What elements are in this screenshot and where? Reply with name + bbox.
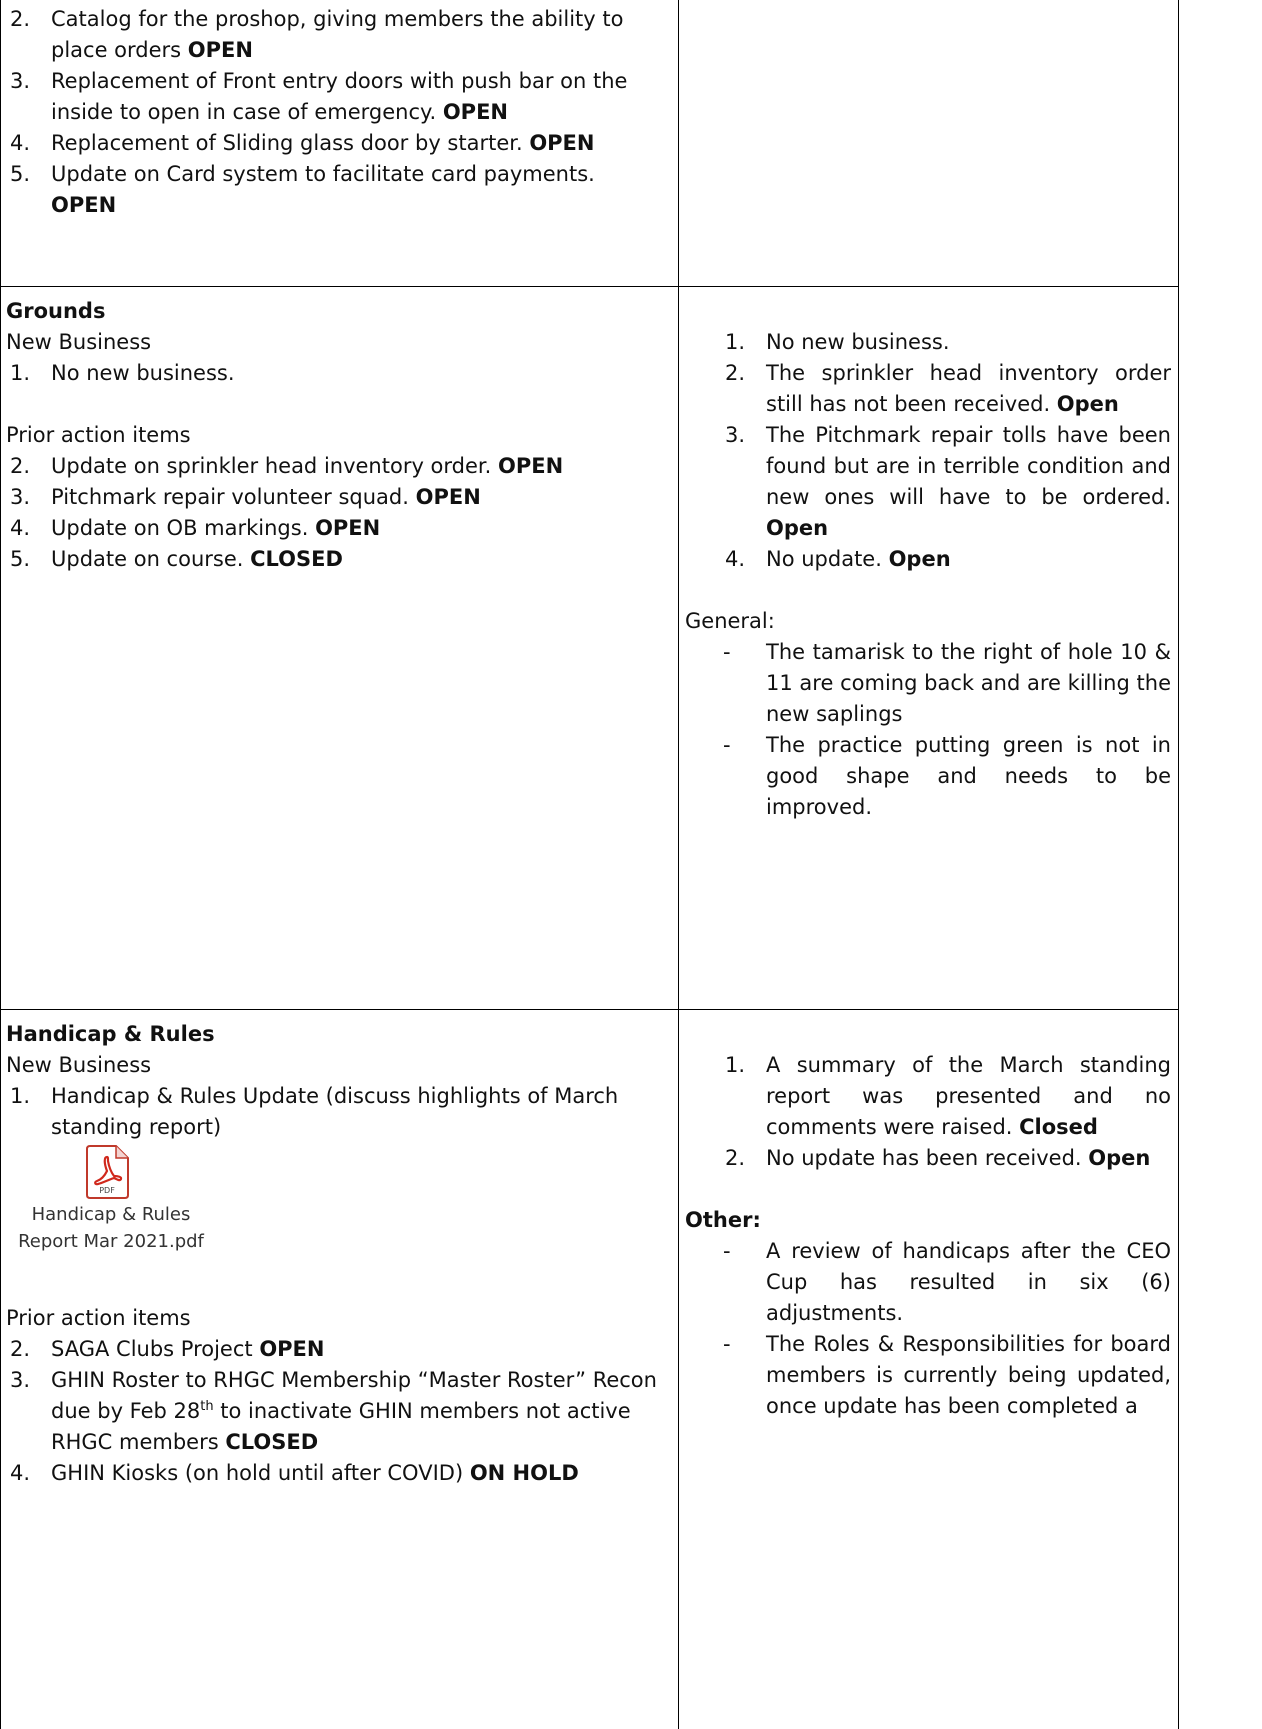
row-divider-grounds (0, 1009, 1179, 1010)
list-item: 2. The sprinkler head inventory order still has not been received. Open (725, 361, 1171, 416)
list-item: 3. Replacement of Front entry doors with push bar on the inside to open in case of emergency. OPEN (10, 69, 628, 124)
row-divider-top (0, 286, 1179, 287)
list-item: 3. GHIN Roster to RHGC Membership “Master Roster” Recon due by Feb 28th to inactivate GHIN members not active RHGC members CLOSED (10, 1368, 657, 1454)
list-item: 2. No update has been received. Open (725, 1146, 1151, 1170)
list-item: 2. Catalog for the proshop, giving members the ability to place orders OPEN (10, 7, 624, 62)
general-label: General: (685, 609, 775, 633)
status-badge: OPEN (415, 485, 481, 509)
bullet-item: - The practice putting green is not in good shape and needs to be improved. (723, 733, 1171, 819)
bullet-item: - A review of handicaps after the CEO Cup has resulted in six (6) adjustments. (723, 1239, 1171, 1325)
status-badge: OPEN (259, 1337, 325, 1361)
pdf-attachment[interactable] (6, 1143, 666, 1303)
pdf-filename[interactable]: Handicap & Rules Report Mar 2021.pdf (18, 1204, 204, 1252)
list-item: 3. The Pitchmark repair tolls have been found but are in terrible condition and new ones will have to be ordered. Open (725, 423, 1171, 540)
section-heading: Handicap & Rules (6, 1022, 215, 1046)
status-badge: OPEN (497, 454, 564, 478)
bullet-item: - The tamarisk to the right of hole 10 & 11 are coming back and are killing the new saplings (723, 640, 1171, 726)
handicap-left-cell (0, 1013, 678, 1729)
prior-items-label: Prior action items (6, 1306, 191, 1330)
status-badge: Open (1056, 392, 1119, 416)
list-item: 5. Update on Card system to facilitate card payments. OPEN (10, 162, 595, 217)
section-heading: Grounds (6, 299, 106, 323)
list-item: 4. Update on OB markings. OPEN (10, 516, 381, 540)
list-item: 3. Pitchmark repair volunteer squad. OPEN (10, 485, 481, 509)
list-item: 1. No new business. (725, 330, 950, 354)
list-item: 2. SAGA Clubs Project OPEN (10, 1337, 325, 1361)
prior-items-label: Prior action items (6, 423, 191, 447)
status-badge: Closed (1019, 1115, 1098, 1139)
list-item: 5. Update on course. CLOSED (10, 547, 343, 571)
status-badge: OPEN (51, 193, 117, 217)
status-badge: Open (1088, 1146, 1151, 1170)
new-business-label: New Business (6, 330, 152, 354)
grounds-left-cell (0, 290, 678, 1008)
status-badge: OPEN (315, 516, 381, 540)
top-right-cell (679, 0, 1179, 286)
list-item: 4. Replacement of Sliding glass door by starter. OPEN (10, 131, 595, 155)
list-item: 1. A summary of the March standing report was presented and no comments were raised. Closed (725, 1053, 1171, 1139)
status-badge: CLOSED (250, 547, 343, 571)
new-business-label: New Business (6, 1053, 152, 1077)
status-badge: Open (888, 547, 951, 571)
status-badge: CLOSED (225, 1430, 319, 1454)
other-label: Other: (685, 1208, 761, 1232)
list-item: 2. Update on sprinkler head inventory order. OPEN (10, 454, 564, 478)
status-badge: OPEN (529, 131, 595, 155)
handicap-right-cell (679, 1013, 1179, 1729)
status-badge: ON HOLD (469, 1461, 579, 1485)
list-item: 1. Handicap & Rules Update (discuss highlights of March standing report) (10, 1084, 619, 1139)
grounds-right-cell (679, 290, 1179, 1008)
svg-text:PDF: PDF (99, 1186, 115, 1195)
list-item: 4. GHIN Kiosks (on hold until after COVID) ON HOLD (10, 1461, 579, 1485)
status-badge: OPEN (442, 100, 508, 124)
status-badge: OPEN (187, 38, 253, 62)
bullet-item: - The Roles & Responsibilities for board members is currently being updated, once update has been completed a (723, 1332, 1171, 1418)
status-badge: Open (766, 516, 829, 540)
list-item: 1. No new business. (10, 361, 235, 385)
list-item: 4. No update. Open (725, 547, 951, 571)
pdf-icon[interactable] (84, 1145, 130, 1199)
top-left-cell (0, 0, 678, 286)
